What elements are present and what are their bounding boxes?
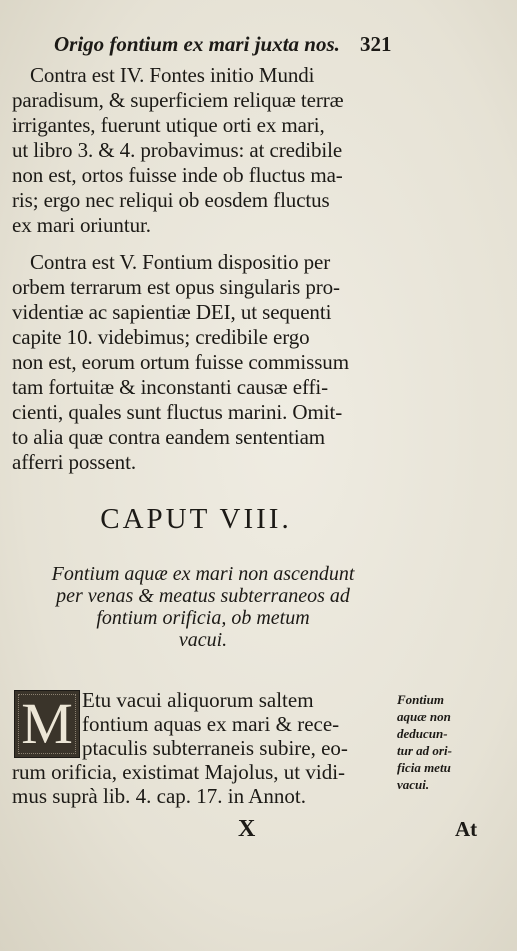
margin-line: deducun- xyxy=(397,726,448,741)
running-title: Origo fontium ex mari juxta nos. xyxy=(54,32,340,56)
chapter-heading: CAPUT VIII. xyxy=(100,503,292,535)
margin-line: vacui. xyxy=(397,777,430,792)
text-line: rum orificia, existimat Majolus, ut vidi- xyxy=(12,760,346,784)
text-line: fontium aquas ex mari & rece- xyxy=(82,712,340,736)
text-line: Etu vacui aliquorum saltem xyxy=(82,688,314,712)
text-line: paradisum, & superficiem reliquæ terræ xyxy=(12,88,344,112)
text-line: to alia quæ contra eandem sententiam xyxy=(12,425,326,449)
text-line: ris; ergo nec reliqui ob eosdem fluctus xyxy=(12,188,330,212)
margin-line: ficia metu xyxy=(397,760,451,775)
text-line: ex mari oriuntur. xyxy=(12,213,151,237)
summary-line: Fontium aquæ ex mari non ascendunt xyxy=(51,563,355,585)
summary-line: per venas & meatus subterraneos ad xyxy=(56,585,350,607)
margin-line: tur ad ori- xyxy=(397,743,452,758)
page-number: 321 xyxy=(360,32,392,56)
initial-letter: M xyxy=(21,691,73,756)
text-line: Contra est V. Fontium dispositio per xyxy=(30,250,331,274)
margin-line: Fontium xyxy=(397,692,444,707)
signature-mark: X xyxy=(238,816,256,842)
paragraph-contra-v xyxy=(12,250,390,475)
text-line: orbem terrarum est opus singularis pro- xyxy=(12,275,340,299)
paragraph-chapter-opening xyxy=(12,688,390,808)
text-line: afferri possent. xyxy=(12,450,136,474)
text-line: Contra est IV. Fontes initio Mundi xyxy=(30,63,315,87)
text-line: non est, eorum ortum fuisse commissum xyxy=(12,350,349,374)
margin-line: aquæ non xyxy=(397,709,451,724)
text-line: irrigantes, fuerunt utique orti ex mari, xyxy=(12,113,325,137)
summary-line: fontium orificia, ob metum xyxy=(96,607,310,629)
catchword: At xyxy=(455,817,478,841)
text-line: ut libro 3. & 4. probavimus: at credibile xyxy=(12,138,343,162)
text-line: videntiæ ac sapientiæ DEI, ut sequenti xyxy=(12,300,332,324)
paragraph-contra-iv xyxy=(12,63,390,238)
text-line: non est, ortos fuisse inde ob fluctus ma- xyxy=(12,163,343,187)
text-line: capite 10. videbimus; credibile ergo xyxy=(12,325,310,349)
text-line: ptaculis subterraneis subire, eo- xyxy=(82,736,348,760)
chapter-summary xyxy=(18,563,388,651)
marginal-note xyxy=(397,691,507,793)
text-line: mus suprà lib. 4. cap. 17. in Annot. xyxy=(12,784,306,808)
summary-line: vacui. xyxy=(178,629,228,651)
text-line: tam fortuitæ & inconstanti causæ effi- xyxy=(12,375,328,399)
text-line: cienti, quales sunt fluctus marini. Omit- xyxy=(12,400,343,424)
